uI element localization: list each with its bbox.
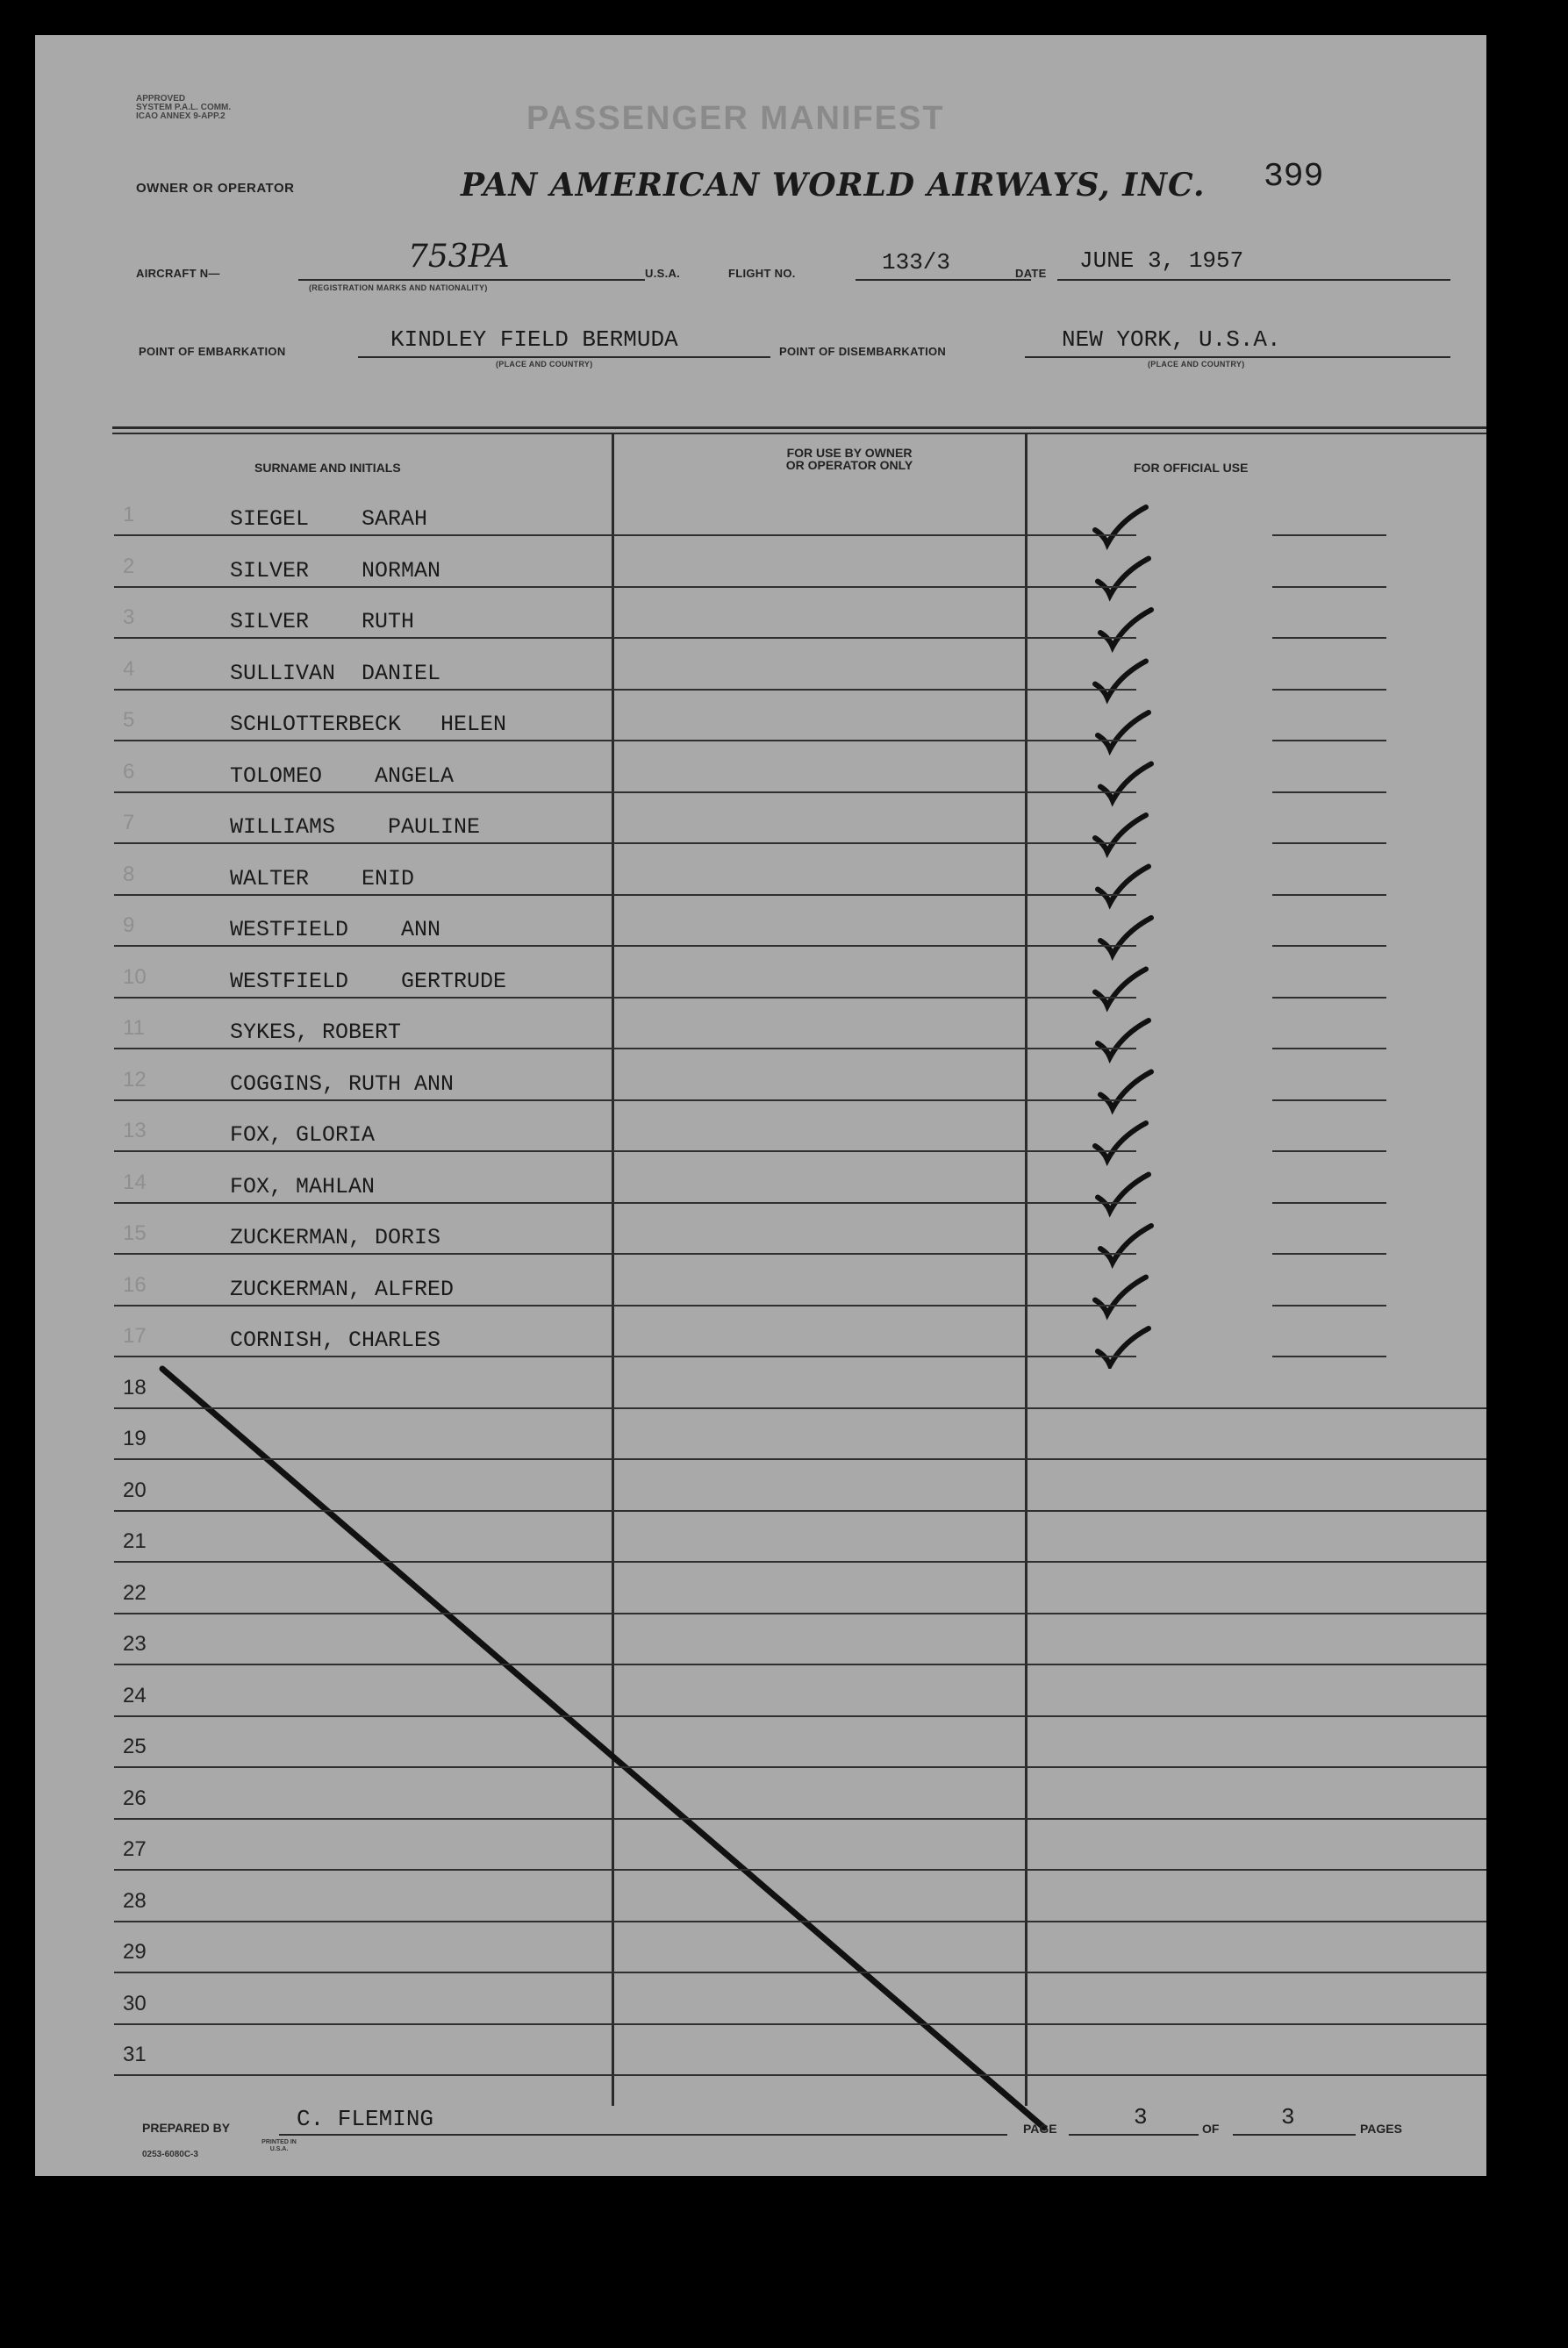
owner-label: OWNER OR OPERATOR: [136, 181, 295, 196]
passenger-name: SILVER NORMAN: [230, 558, 441, 583]
approval-line: ICAO ANNEX 9-APP.2: [136, 111, 226, 121]
row-number: 7: [123, 811, 135, 834]
row-number: 31: [123, 2043, 147, 2066]
row-number: 5: [123, 708, 135, 732]
row-rule: [114, 689, 1486, 691]
row-rule: [114, 842, 1486, 844]
manifest-sheet: [35, 35, 1486, 2176]
row-number: 26: [123, 1786, 147, 1810]
flight-no-value: 133/3: [882, 249, 951, 276]
row-rule: [114, 1972, 1486, 1973]
row-number: 15: [123, 1221, 147, 1245]
row-rule: [114, 740, 1486, 741]
row-rule: [114, 1510, 1486, 1512]
row-number: 27: [123, 1837, 147, 1861]
disembarkation-note: (PLACE AND COUNTRY): [1148, 360, 1245, 369]
row-number: 10: [123, 965, 147, 989]
row-rule: [114, 637, 1486, 639]
aircraft-label: AIRCRAFT N—: [136, 267, 220, 280]
passenger-name: SIEGEL SARAH: [230, 506, 428, 532]
row-rule: [114, 2023, 1486, 2025]
pages-label: PAGES: [1360, 2122, 1402, 2136]
registration-note: (REGISTRATION MARKS AND NATIONALITY): [309, 283, 488, 292]
passenger-name: WESTFIELD ANN: [230, 917, 441, 942]
row-rule: [114, 894, 1486, 896]
printer-stamp: PRINTED IN U.S.A.: [261, 2139, 297, 2152]
row-number: 11: [123, 1016, 145, 1040]
row-rule: [114, 586, 1486, 588]
prepared-underline: [279, 2134, 1007, 2136]
prepared-by-label: PREPARED BY: [142, 2121, 231, 2135]
disembarkation-label: POINT OF DISEMBARKATION: [779, 345, 947, 358]
row-rule: [114, 1818, 1486, 1820]
of-label: OF: [1202, 2122, 1220, 2136]
column-header-surname: SURNAME AND INITIALS: [254, 461, 401, 475]
page-label: PAGE: [1023, 2122, 1057, 2136]
row-rule: [114, 997, 1486, 999]
row-number: 2: [123, 555, 135, 578]
row-number: 16: [123, 1273, 147, 1297]
void-slash: [35, 35, 1486, 2176]
row-number: 28: [123, 1889, 147, 1913]
passenger-name: FOX, GLORIA: [230, 1122, 376, 1148]
approval-line: SYSTEM P.A.L. COMM.: [136, 103, 232, 112]
aircraft-value: 753PA: [408, 239, 510, 275]
row-rule: [114, 1048, 1486, 1049]
flight-no-label: FLIGHT NO.: [728, 267, 796, 280]
date-label: DATE: [1015, 267, 1047, 280]
total-underline: [1233, 2134, 1356, 2136]
row-rule: [114, 1099, 1486, 1101]
date-value: JUNE 3, 1957: [1079, 247, 1244, 274]
passenger-name: SILVER RUTH: [230, 609, 415, 634]
row-number: 9: [123, 913, 135, 937]
row-rule: [114, 1664, 1486, 1665]
row-number: 21: [123, 1529, 147, 1553]
airline-name: PAN AMERICAN WORLD AIRWAYS, INC.: [461, 167, 1206, 204]
embarkation-label: POINT OF EMBARKATION: [139, 345, 286, 358]
passenger-name: CORNISH, CHARLES: [230, 1328, 441, 1353]
row-rule: [114, 1561, 1486, 1563]
row-rule: [114, 791, 1486, 793]
row-number: 17: [123, 1324, 147, 1348]
embarkation-value: KINDLEY FIELD BERMUDA: [390, 326, 678, 353]
passenger-name: WESTFIELD GERTRUDE: [230, 969, 507, 994]
row-number: 29: [123, 1940, 147, 1964]
row-number: 30: [123, 1992, 147, 2015]
prepared-by-value: C. FLEMING: [297, 2106, 434, 2132]
row-number: 14: [123, 1170, 147, 1194]
passenger-name: WALTER ENID: [230, 866, 415, 891]
total-pages-value: 3: [1281, 2104, 1295, 2130]
row-rule: [114, 1407, 1486, 1409]
page-underline: [1069, 2134, 1199, 2136]
passenger-name: FOX, MAHLAN: [230, 1174, 376, 1199]
owner-use-line-2: OR OPERATOR ONLY: [785, 458, 913, 472]
disembarkation-value: NEW YORK, U.S.A.: [1062, 326, 1281, 353]
row-number: 19: [123, 1427, 147, 1450]
approval-line: APPROVED: [136, 94, 186, 104]
row-rule: [114, 1869, 1486, 1871]
row-number: 25: [123, 1735, 147, 1758]
row-rule: [114, 1305, 1486, 1306]
row-number: 18: [123, 1376, 147, 1399]
row-rule: [114, 1202, 1486, 1204]
row-rule: [114, 1458, 1486, 1460]
passenger-name: WILLIAMS PAULINE: [230, 814, 481, 840]
row-number: 23: [123, 1632, 147, 1656]
row-number: 13: [123, 1119, 147, 1142]
row-number: 22: [123, 1581, 147, 1605]
country-label: U.S.A.: [645, 267, 681, 280]
row-rule: [114, 1715, 1486, 1717]
form-number: 0253-6080C-3: [142, 2150, 198, 2159]
row-number: 8: [123, 863, 135, 886]
row-rule: [114, 1253, 1486, 1255]
passenger-name: SCHLOTTERBECK HELEN: [230, 712, 507, 737]
row-number: 4: [123, 657, 135, 681]
sheet-number: 399: [1264, 158, 1324, 196]
passenger-name: SYKES, ROBERT: [230, 1020, 402, 1045]
passenger-name: COGGINS, RUTH ANN: [230, 1071, 455, 1097]
row-number: 12: [123, 1068, 147, 1092]
row-number: 24: [123, 1684, 147, 1707]
passenger-name: ZUCKERMAN, ALFRED: [230, 1277, 455, 1302]
column-header-official-use: FOR OFFICIAL USE: [1134, 461, 1249, 475]
row-rule: [114, 1921, 1486, 1922]
row-rule: [114, 945, 1486, 947]
row-rule: [114, 1613, 1486, 1614]
row-rule: [114, 2074, 1486, 2076]
passenger-name: ZUCKERMAN, DORIS: [230, 1225, 441, 1250]
row-number: 20: [123, 1478, 147, 1502]
row-rule: [114, 1766, 1486, 1768]
row-rule: [114, 1150, 1486, 1152]
passenger-name: SULLIVAN DANIEL: [230, 661, 441, 686]
embarkation-note: (PLACE AND COUNTRY): [496, 360, 593, 369]
row-number: 3: [123, 605, 135, 629]
owner-use-line-1: FOR USE BY OWNER: [786, 446, 913, 460]
page-value: 3: [1134, 2104, 1148, 2130]
row-number: 1: [123, 503, 135, 526]
page-title: PASSENGER MANIFEST: [526, 100, 945, 137]
row-number: 6: [123, 760, 135, 784]
row-rule: [114, 1356, 1486, 1357]
passenger-name: TOLOMEO ANGELA: [230, 763, 455, 789]
row-rule: [114, 534, 1486, 536]
